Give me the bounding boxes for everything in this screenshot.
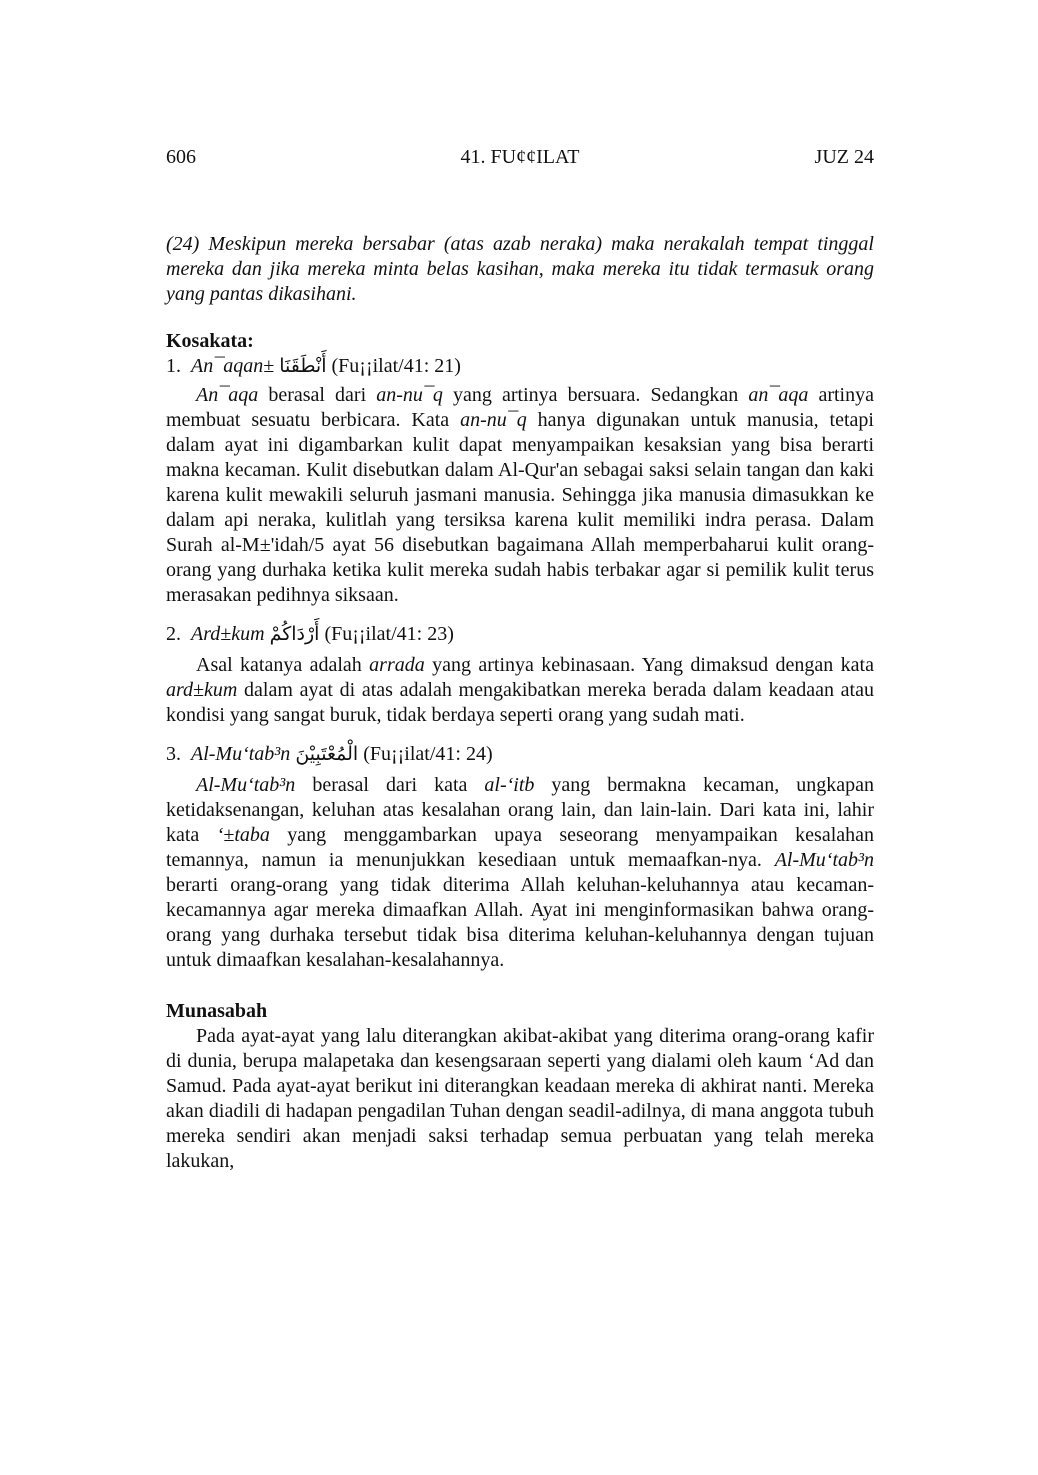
page-body	[166, 232, 874, 1174]
vocab-item-3-explanation: Al-Mu‘tab³n berasal dari kata al-‘itb yang bermakna kecaman, ungkapan ketidaksenangan, keluhan atas kesalahan orang lain, dan lain-lain. Dari kata ini, lahir kata ‘±taba yang menggambarkan upaya seseorang menyampaikan kesalahan temannya, namun ia menunjukkan kesediaan untuk memaafkan-nya. Al-Mu‘tab³n berarti orang-orang yang tidak diterima Allah keluhan-keluhannya atau kecaman-kecamannya agar mereka dimaafkan Allah. Ayat ini menginformasikan bahwa orang-orang yang durhaka tersebut tidak bisa diterima keluhan-keluhannya dengan tujuan untuk dimaafkan kesalahan-kesalahannya.	[166, 774, 875, 971]
verse-reference: (Fu¡¡ilat/41: 24)	[363, 743, 493, 765]
arabic-word: أَرْدَاكُمْ	[269, 623, 320, 645]
surah-title: 41. FU¢¢ILAT	[460, 146, 580, 168]
vocab-item-3-title: 3. Al-Mu‘tab³n الْمُعْتَبِيْنَ (Fu¡¡ilat/41: 24)	[166, 743, 493, 765]
verse-reference: (Fu¡¡ilat/41: 23)	[324, 623, 454, 645]
munasabah-heading: Munasabah	[166, 1000, 268, 1022]
vocab-term: Ard±kum	[191, 623, 265, 645]
vocab-item-2-explanation: Asal katanya adalah arrada yang artinya kebinasaan. Yang dimaksud dengan kata ard±kum dalam ayat di atas adalah mengakibatkan mereka berada dalam keadaan atau kondisi yang sangat buruk, tidak berdaya seperti orang yang sudah mati.	[166, 654, 874, 726]
kosakata-heading: Kosakata:	[166, 330, 254, 352]
page-number: 606	[166, 146, 196, 168]
verse-reference: (Fu¡¡ilat/41: 21)	[331, 355, 461, 377]
arabic-word: الْمُعْتَبِيْنَ	[295, 743, 359, 765]
munasabah-text: Pada ayat-ayat yang lalu diterangkan akibat-akibat yang diterima orang-orang kafir di dunia, berupa malapetaka dan kesengsaraan seperti yang dialami oleh kaum ‘Ad dan Samud. Pada ayat-ayat berikut ini diterangkan keadaan mereka di akhirat nanti. Mereka akan diadili di hadapan pengadilan Tuhan dengan seadil-adilnya, di mana anggota tubuh mereka sendiri akan menjadi saksi terhadap semua perbuatan yang telah mereka lakukan,	[166, 1025, 874, 1172]
running-header	[166, 146, 874, 174]
vocab-item-1-explanation: An¯aqa berasal dari an-nu¯q yang artinya bersuara. Sedangkan an¯aqa artinya membuat sesuatu berbicara. Kata an-nu¯q hanya digunakan untuk manusia, tetapi dalam ayat ini digambarkan kulit dapat menyampaikan kesaksian yang bisa berarti makna kecaman. Kulit disebutkan dalam Al-Qur'an sebagai saksi selain tangan dan kaki karena kulit mewakili seluruh jasmani manusia. Sehingga jika manusia dimasukkan ke dalam api neraka, kulitlah yang tersiksa karena kulit memiliki indra perasa. Dalam Surah al-M±'idah/5 ayat 56 disebutkan bagaimana Allah memperbaharui kulit orang-orang yang durhaka ketika kulit mereka sudah habis terbakar agar si pemilik kulit terus merasakan pedihnya siksaan.	[166, 384, 874, 606]
vocab-term: An¯aqan±	[191, 355, 275, 377]
arabic-word: أَنْطَقَنَا	[279, 355, 327, 377]
vocab-item-2-title: 2. Ard±kum أَرْدَاكُمْ (Fu¡¡ilat/41: 23)	[166, 623, 454, 645]
vocab-item-1-title: 1. An¯aqan± أَنْطَقَنَا (Fu¡¡ilat/41: 21)	[166, 355, 461, 377]
vocab-term: Al-Mu‘tab³n	[191, 743, 291, 765]
juz-label: JUZ 24	[814, 146, 874, 168]
verse-translation: (24) Meskipun mereka bersabar (atas azab neraka) maka nerakalah tempat tinggal mereka dan jika mereka minta belas kasihan, maka mereka itu tidak termasuk orang yang pantas dikasihani.	[166, 233, 874, 305]
